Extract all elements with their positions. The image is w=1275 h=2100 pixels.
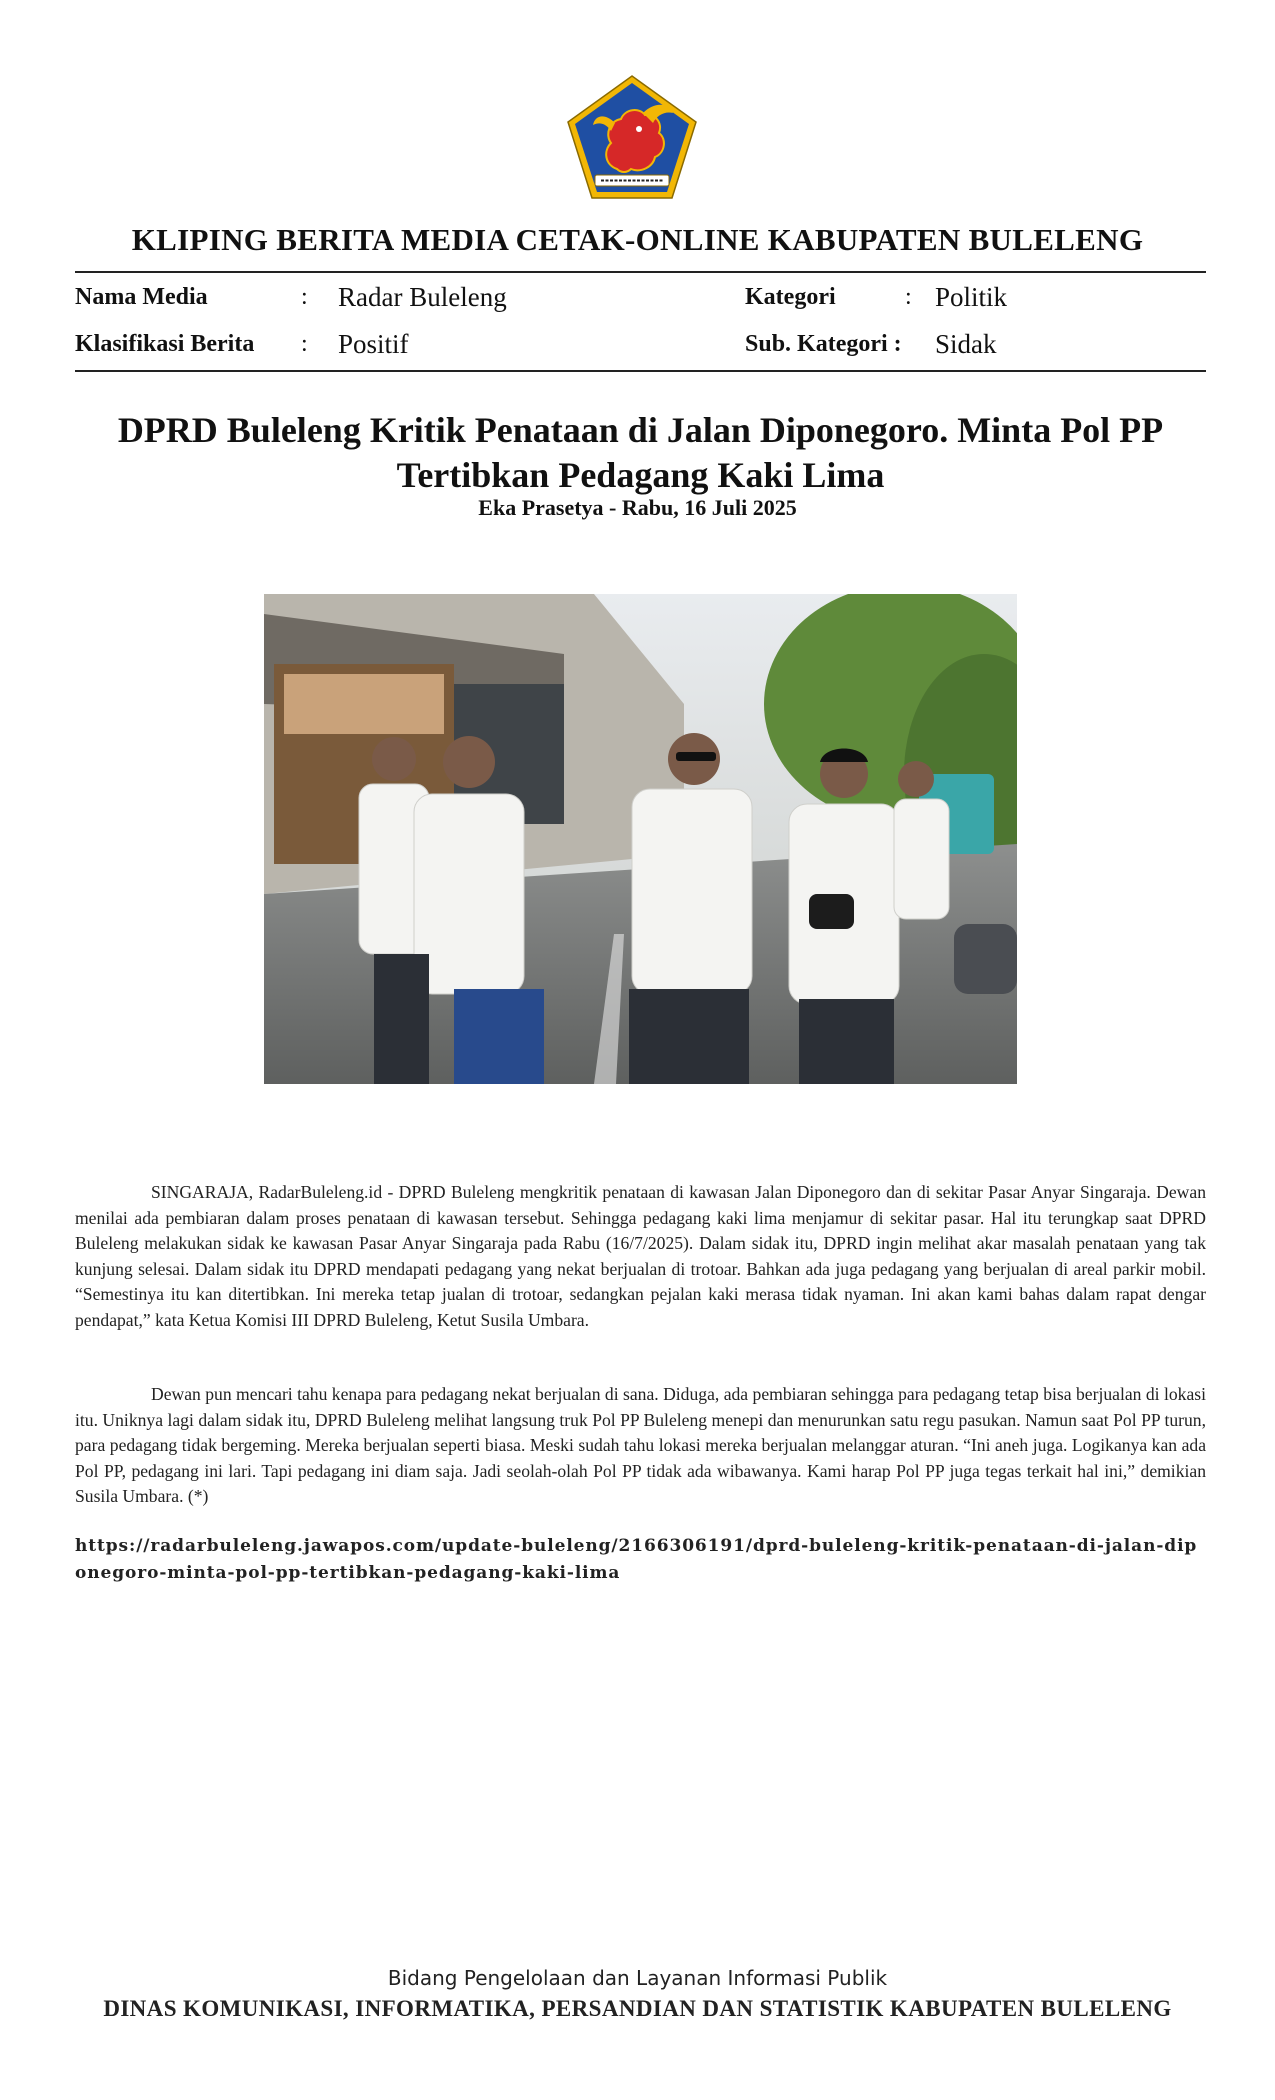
- header-bottom-divider: [75, 370, 1206, 372]
- header-top-divider: [75, 271, 1206, 273]
- document-header-title: KLIPING BERITA MEDIA CETAK-ONLINE KABUPATEN BULELENG: [131, 222, 1144, 257]
- footer-agency: DINAS KOMUNIKASI, INFORMATIKA, PERSANDIAN DAN STATISTIK KABUPATEN BULELENG: [103, 1996, 1172, 2021]
- buleleng-regency-logo: [565, 73, 699, 201]
- category-label: Kategori: [745, 284, 836, 310]
- article-paragraph-text: SINGARAJA, RadarBuleleng.id - DPRD Buleleng mengkritik penataan di kawasan Jalan Diponegoro dan di sekitar Pasar Anyar Singaraja. Dewan menilai ada pembiaran dalam proses penataan di kawasan tersebut. Sehingga pedagang kaki lima menjamur di sekitar pasar. Hal itu terungkap saat DPRD Buleleng melakukan sidak ke kawasan Pasar Anyar Singaraja pada Rabu (16/7/2025). Dalam sidak itu, DPRD ingin melihat akar masalah penataan yang tak kunjung selesai. Dalam sidak itu DPRD mendapati pedagang yang nekat berjualan di trotoar. Bahkan ada juga pedagang yang berjualan di areal parkir mobil. “Semestinya itu kan ditertibkan. Ini mereka tetap jualan di trotoar, sedangkan pejalan kaki merasa tidak nyaman. Ini akan kami bahas dalam rapat dengar pendapat,” kata Ketua Komisi III DPRD Buleleng, Ketut Susila Umbara.: [75, 1182, 1206, 1330]
- article-photo: [264, 594, 1017, 1084]
- article-paragraph-text: Dewan pun mencari tahu kenapa para pedagang nekat berjualan di sana. Diduga, ada pembiaran sehingga para pedagang tetap bisa berjualan di lokasi itu. Uniknya lagi dalam sidak itu, DPRD Buleleng melihat langsung truk Pol PP Buleleng menepi dan menurunkan satu regu pasukan. Namun saat Pol PP turun, para pedagang tidak bergeming. Mereka berjualan seperti biasa. Meski sudah tahu lokasi mereka berjualan melanggar aturan. “Ini aneh juga. Logikanya kan ada Pol PP, pedagang ini lari. Tapi pedagang ini diam saja. Jadi seolah-olah Pol PP tidak ada wibawanya. Kami harap Pol PP juga tegas terkait hal ini,” demikian Susila Umbara. (*): [75, 1384, 1206, 1506]
- article-title: DPRD Buleleng Kritik Penataan di Jalan Diponegoro. Minta Pol PP Tertibkan Pedagang Kaki Lima: [117, 410, 1164, 495]
- source-url-link[interactable]: https://radarbuleleng.jawapos.com/update-buleleng/2166306191/dprd-buleleng-kritik-penataan-di-jalan-diponegoro-minta-pol-pp-tertibkan-pedagang-kaki-lima: [75, 1536, 1198, 1583]
- media-name-colon: :: [301, 284, 308, 310]
- article-byline: Eka Prasetya - Rabu, 16 Juli 2025: [478, 495, 797, 520]
- classification-label: Klasifikasi Berita: [75, 331, 255, 357]
- category-colon: :: [905, 284, 912, 310]
- article-paragraph: [75, 1382, 1206, 1510]
- classification-colon: :: [301, 331, 308, 357]
- article-paragraph: [75, 1180, 1206, 1333]
- sub-category-value: Sidak: [935, 329, 997, 359]
- media-name-label: Nama Media: [75, 284, 208, 310]
- sub-category-label: Sub. Kategori :: [745, 331, 902, 357]
- classification-value: Positif: [338, 329, 409, 359]
- footer-department: Bidang Pengelolaan dan Layanan Informasi Publik: [387, 1966, 888, 1990]
- media-name-value: Radar Buleleng: [338, 282, 507, 312]
- category-value: Politik: [935, 282, 1008, 312]
